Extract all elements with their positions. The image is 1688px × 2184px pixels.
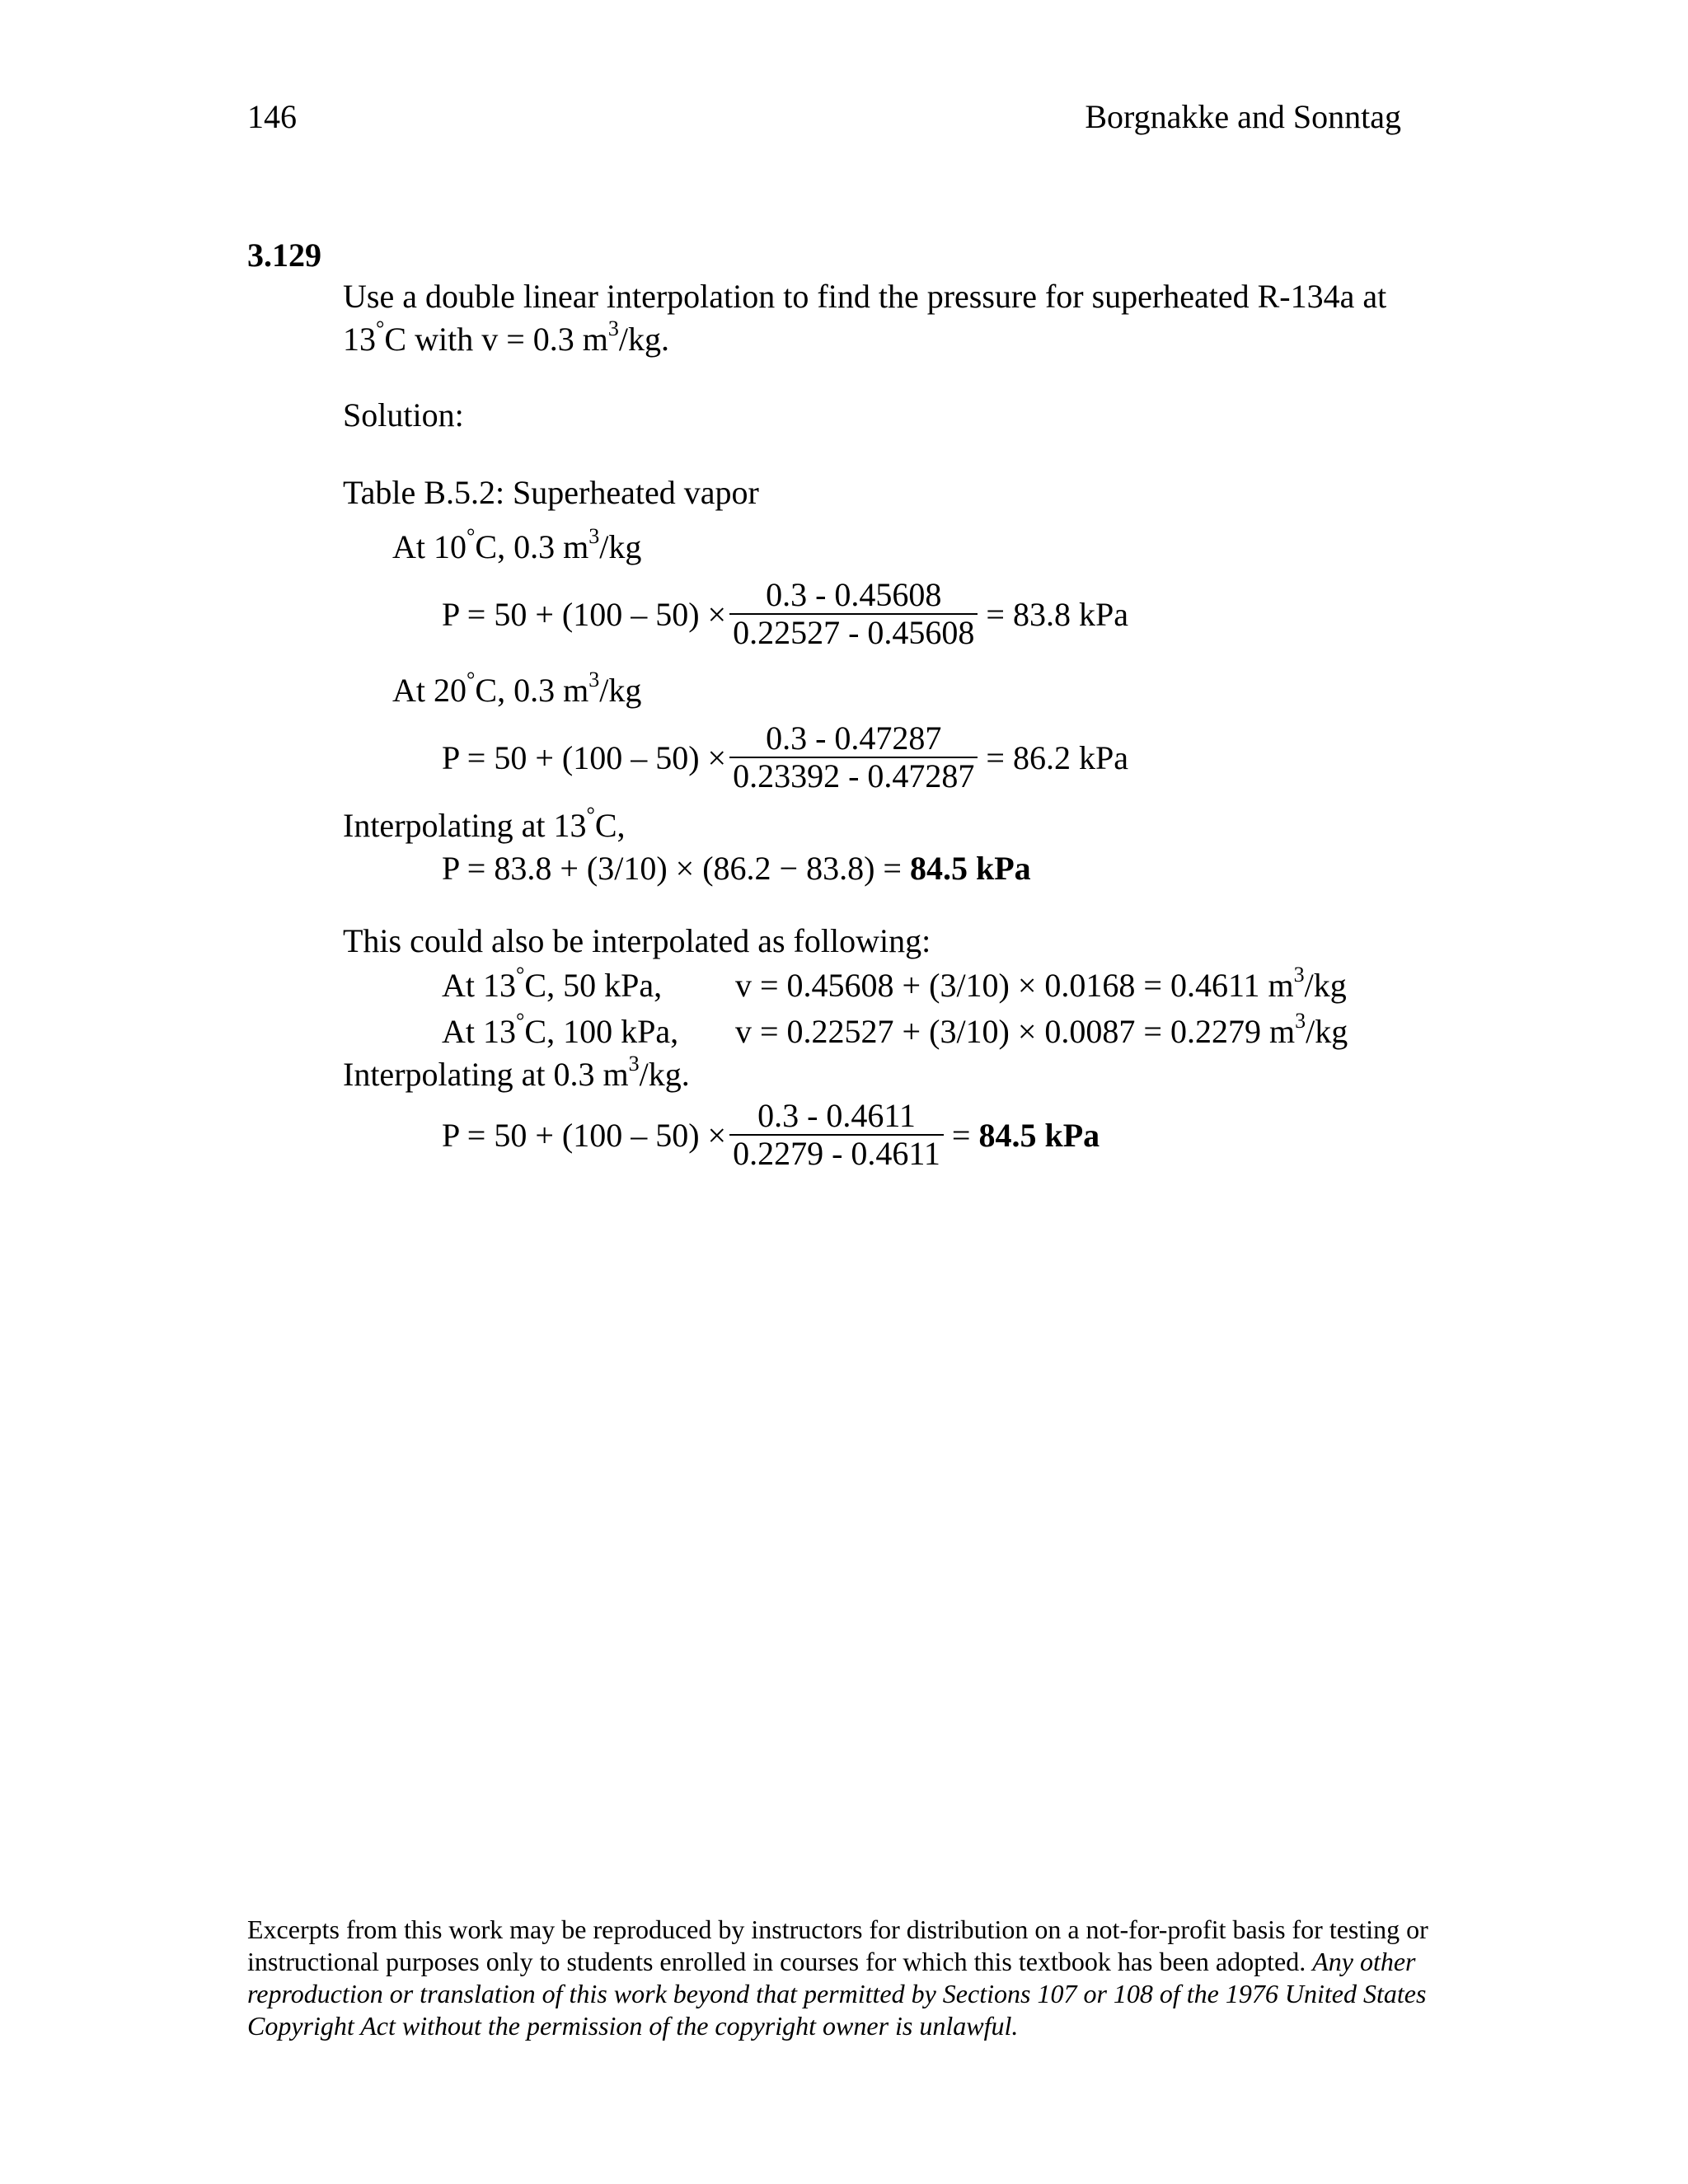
state-20c-heading: At 20°C, 0.3 $m^3/kg$ bbox=[392, 667, 642, 709]
fraction-numerator: 0.3 - 0.45608 bbox=[766, 576, 942, 613]
equation-interpolated-pressure: P = 83.8 + (3/10) × (86.2 − 83.8) = 84.5 kPa bbox=[442, 850, 1031, 887]
fraction-denominator: 0.23392 - 0.47287 bbox=[733, 757, 975, 794]
interpolation-13c-heading: Interpolating at 13°C, bbox=[343, 802, 626, 844]
equation-result: = 86.2 kPa bbox=[986, 738, 1128, 776]
copyright-footer: Excerpts from this work may be reproduced by instructors for distribution on a not-for-profit basis for testing or instructional purposes only to students enrolled in courses for which this textbook has been adopted. Any other reproduction or translation of this work beyond that permitted by Sections 107 or 108 of the 1976 United States Copyright Act without the permission of the copyright owner is unlawful. bbox=[247, 1915, 1428, 2041]
equation-result: = 83.8 kPa bbox=[986, 595, 1128, 633]
equation-pressure-10c bbox=[442, 569, 1128, 659]
equation-lhs: P = 50 + (100 – 50) × bbox=[442, 1116, 727, 1154]
interpolation-volume-heading: Interpolating at 0.3 $m^3/kg$. bbox=[343, 1051, 690, 1093]
problem-statement-line1: Use a double linear interpolation to find the pressure for superheated R-134a at bbox=[343, 278, 1387, 315]
alt-state-50kpa-label: At 13°C, 50 kPa, bbox=[442, 962, 663, 1004]
equation-pressure-alternative bbox=[442, 1090, 1100, 1180]
table-reference: Table B.5.2: Superheated vapor bbox=[343, 474, 759, 511]
page-number: 146 bbox=[247, 98, 297, 135]
fraction bbox=[729, 1098, 944, 1172]
equation-result: = 84.5 kPa bbox=[951, 1116, 1100, 1154]
fraction bbox=[729, 577, 978, 651]
fraction-denominator: 0.2279 - 0.4611 bbox=[733, 1135, 940, 1172]
fraction bbox=[729, 720, 978, 794]
fraction-numerator: 0.3 - 0.47287 bbox=[766, 719, 942, 757]
final-answer: 84.5 kPa bbox=[909, 850, 1031, 887]
problem-number: 3.129 bbox=[247, 237, 321, 274]
equation-lhs: P = 50 + (100 – 50) × bbox=[442, 595, 727, 633]
equation-pressure-20c bbox=[442, 712, 1128, 803]
final-answer-alternative: 84.5 kPa bbox=[978, 1116, 1100, 1154]
equation-lhs: P = 50 + (100 – 50) × bbox=[442, 738, 727, 776]
state-10c-heading: At 10°C, 0.3 $m^3/kg$ bbox=[392, 523, 642, 565]
alt-state-100kpa-expr: v = 0.22527 + (3/10) × 0.0087 = 0.2279 $m^3/kg$ bbox=[735, 1008, 1348, 1050]
alt-state-50kpa-expr: v = 0.45608 + (3/10) × 0.0168 = 0.4611 $m^3/kg$ bbox=[735, 962, 1347, 1004]
fraction-denominator: 0.22527 - 0.45608 bbox=[733, 614, 975, 651]
problem-statement-line2: 13°C with v = 0.3 $m^3/kg$. bbox=[343, 316, 669, 358]
running-title: Borgnakke and Sonntag bbox=[1085, 98, 1401, 135]
fraction-numerator: 0.3 - 0.4611 bbox=[757, 1097, 916, 1134]
alternative-intro: This could also be interpolated as following: bbox=[343, 922, 931, 959]
alt-state-100kpa-label: At 13°C, 100 kPa, bbox=[442, 1008, 679, 1050]
solution-label: Solution: bbox=[343, 396, 464, 434]
